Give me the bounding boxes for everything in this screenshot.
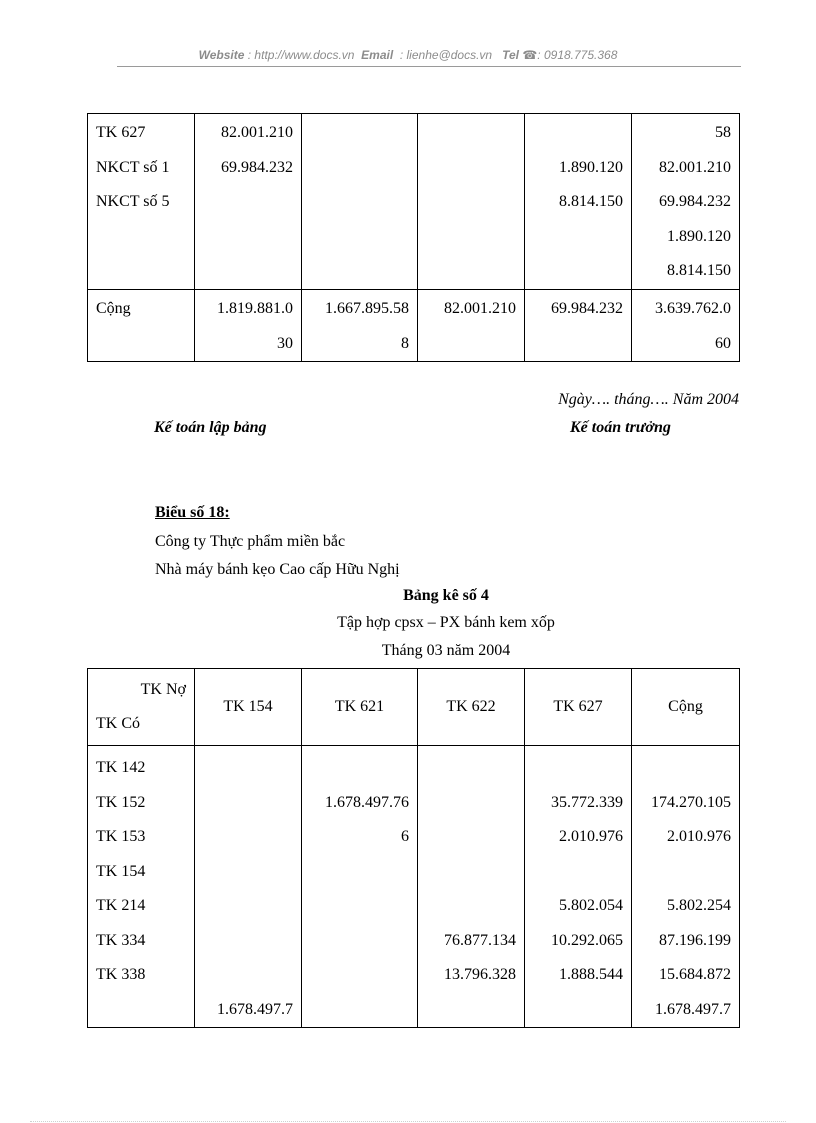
cell-line: TK 627 bbox=[96, 124, 146, 141]
telephone-icon: ☎ bbox=[522, 48, 538, 62]
cell-line: 82.001.210 bbox=[444, 300, 516, 317]
cell-line: 5.802.054 bbox=[559, 897, 623, 914]
column-header: TK 622 bbox=[418, 669, 525, 746]
cell-line: 15.684.872 bbox=[659, 966, 731, 983]
column-header: TK 627 bbox=[525, 669, 632, 746]
cell-line: 8.814.150 bbox=[559, 193, 623, 210]
cell-line: 69.984.232 bbox=[659, 193, 731, 210]
cell-line bbox=[426, 820, 516, 855]
cell-line: 69.984.232 bbox=[551, 300, 623, 317]
cell-line bbox=[203, 751, 293, 786]
preparer-signature-title: Kế toán lập bảng bbox=[154, 419, 267, 436]
header-divider bbox=[117, 66, 741, 67]
table-row bbox=[88, 746, 740, 1028]
cell-line: 35.772.339 bbox=[551, 793, 623, 811]
table-subtitle: Tập hợp cpsx – PX bánh kem xốp bbox=[337, 614, 555, 631]
cell-line: 2.010.976 bbox=[667, 828, 731, 845]
cell-line bbox=[533, 116, 623, 151]
tel-value: : 0918.775.368 bbox=[537, 48, 618, 62]
cell-line: 1.678.497.7 bbox=[217, 1000, 293, 1018]
total-cell bbox=[632, 114, 740, 290]
account-cell bbox=[88, 290, 195, 362]
cell-line: TK 334 bbox=[96, 931, 146, 949]
cell-line: 1.678.497.76 bbox=[325, 793, 409, 811]
value-cell bbox=[418, 746, 525, 1028]
cell-line: 1.667.895.58 bbox=[325, 300, 409, 317]
cell-line: 82.001.210 bbox=[221, 124, 293, 141]
cell-line: 1.890.120 bbox=[667, 227, 731, 245]
ledger-table-continued bbox=[87, 113, 740, 362]
website-label: Website bbox=[198, 48, 245, 62]
value-cell bbox=[525, 114, 632, 290]
cell-line: Cộng bbox=[96, 300, 131, 317]
cell-line: 69.984.232 bbox=[221, 158, 293, 176]
value-cell bbox=[195, 290, 302, 362]
email-label: Email bbox=[361, 48, 394, 62]
cell-line bbox=[203, 889, 293, 924]
tel-label: Tel bbox=[502, 48, 519, 62]
cell-line: TK 338 bbox=[96, 966, 146, 983]
value-cell bbox=[525, 746, 632, 1028]
corner-header-cell bbox=[88, 669, 195, 746]
cell-line bbox=[426, 889, 516, 924]
cell-line: TK 142 bbox=[96, 759, 146, 776]
value-cell bbox=[418, 290, 525, 362]
cell-line bbox=[310, 751, 409, 786]
cell-line bbox=[533, 751, 623, 786]
debit-account-label: TK Nợ bbox=[140, 681, 186, 698]
cell-line: 76.877.134 bbox=[444, 931, 516, 949]
footer-divider bbox=[30, 1121, 786, 1122]
cell-line: 8.814.150 bbox=[667, 262, 731, 279]
company-name: Công ty Thực phẩm miền bắc bbox=[155, 533, 346, 550]
cell-line: 1.888.544 bbox=[559, 966, 623, 983]
value-cell bbox=[302, 746, 418, 1028]
total-cell bbox=[632, 746, 740, 1028]
table-row bbox=[88, 114, 740, 290]
cell-line: 8 bbox=[401, 334, 409, 352]
section-label: Biểu số 18: bbox=[155, 504, 230, 521]
cell-line bbox=[426, 855, 516, 890]
date-line: Ngày…. tháng…. Năm 2004 bbox=[558, 391, 739, 408]
cell-line bbox=[203, 820, 293, 855]
cell-line bbox=[640, 855, 731, 890]
column-header: TK 154 bbox=[195, 669, 302, 746]
cell-line: 82.001.210 bbox=[659, 158, 731, 176]
cell-line bbox=[426, 751, 516, 786]
cell-line: 1.819.881.0 bbox=[217, 300, 293, 317]
chief-accountant-signature-title: Kế toán trưởng bbox=[570, 419, 671, 436]
cell-line bbox=[426, 786, 516, 821]
website-value: : http://www.docs.vn bbox=[247, 48, 355, 62]
value-cell bbox=[195, 114, 302, 290]
table-title: Bảng kê số 4 bbox=[403, 587, 489, 604]
cell-line: 30 bbox=[277, 334, 293, 352]
cell-line: 2.010.976 bbox=[559, 828, 623, 845]
cell-line: 3.639.762.0 bbox=[655, 300, 731, 317]
account-cell bbox=[88, 746, 195, 1028]
cell-line: 5.802.254 bbox=[667, 897, 731, 914]
cell-line: 6 bbox=[401, 828, 409, 845]
table-row-total bbox=[88, 290, 740, 362]
cell-line: 58 bbox=[715, 124, 731, 141]
table-period: Tháng 03 năm 2004 bbox=[381, 642, 511, 659]
cell-line: TK 154 bbox=[96, 862, 146, 880]
cell-line bbox=[533, 855, 623, 890]
cell-line bbox=[203, 958, 293, 993]
cell-line: TK 214 bbox=[96, 897, 146, 914]
cell-line: 1.678.497.7 bbox=[655, 1000, 731, 1018]
column-header: Cộng bbox=[632, 669, 740, 746]
cell-line: TK 152 bbox=[96, 793, 146, 811]
cell-line: TK 153 bbox=[96, 828, 146, 845]
value-cell bbox=[525, 290, 632, 362]
cell-line: NKCT số 5 bbox=[96, 193, 170, 210]
cell-line: 10.292.065 bbox=[551, 931, 623, 949]
page-header bbox=[0, 48, 816, 62]
cell-line bbox=[203, 786, 293, 821]
cell-line: NKCT số 1 bbox=[96, 158, 170, 176]
account-cell bbox=[88, 114, 195, 290]
email-value: : lienhe@docs.vn bbox=[399, 48, 493, 62]
cell-line bbox=[203, 924, 293, 959]
value-cell bbox=[302, 290, 418, 362]
value-cell bbox=[195, 746, 302, 1028]
cell-line: 13.796.328 bbox=[444, 966, 516, 983]
column-header: TK 621 bbox=[302, 669, 418, 746]
value-cell bbox=[302, 114, 418, 290]
cell-line: 1.890.120 bbox=[559, 158, 623, 176]
cell-line bbox=[640, 751, 731, 786]
credit-account-label: TK Có bbox=[96, 715, 140, 732]
cell-line: 60 bbox=[715, 334, 731, 352]
cell-line: 174.270.105 bbox=[651, 793, 731, 811]
cell-line bbox=[203, 855, 293, 890]
factory-name: Nhà máy bánh kẹo Cao cấp Hữu Nghị bbox=[155, 561, 400, 578]
cost-summary-table bbox=[87, 668, 740, 1028]
cell-line: 87.196.199 bbox=[659, 931, 731, 949]
total-cell bbox=[632, 290, 740, 362]
table-header-row bbox=[88, 669, 740, 746]
value-cell bbox=[418, 114, 525, 290]
